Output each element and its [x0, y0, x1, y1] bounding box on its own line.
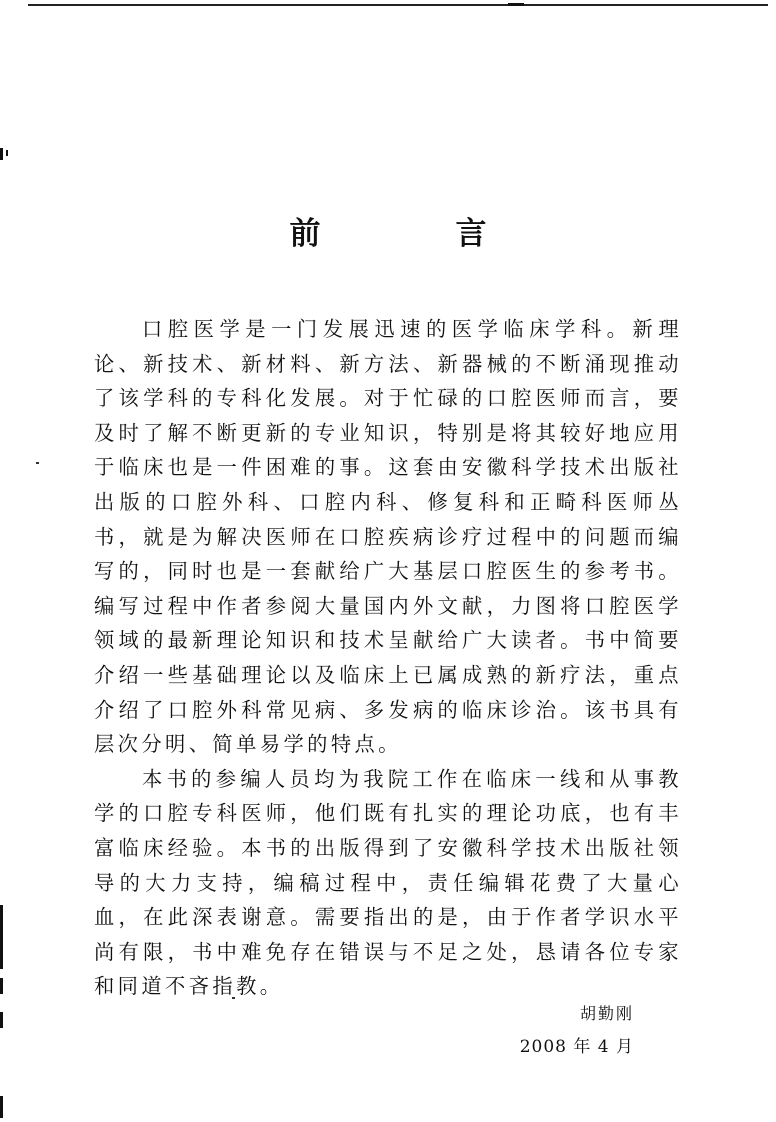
margin-mark — [0, 1096, 3, 1118]
margin-mark — [0, 1012, 3, 1028]
margin-mark — [6, 150, 8, 156]
page-title: 前 言 — [289, 216, 539, 252]
signature-date: 2008 年 4 月 — [519, 1037, 634, 1057]
top-border-rule — [28, 4, 768, 6]
author-signature: 胡勤刚 — [579, 1004, 634, 1023]
print-speck — [36, 462, 39, 464]
margin-mark — [0, 905, 3, 969]
margin-mark — [0, 978, 3, 994]
paragraph: 口腔医学是一门发展迅速的医学临床学科。新理论、新技术、新材料、新方法、新器械的不断涌现推动了该学科的专科化发展。对于忙碌的口腔医师而言，要及时了解不断更新的专业知识，特别是将其较好地应用于临床也是一件困难的事。这套由安徽科学技术出版社出版的口腔外科、口腔内科、修复科和正畸科医师丛书，就是为解决医师在口腔疾病诊疗过程中的问题而编写的，同时也是一套献给广大基层口腔医生的参考书。编写过程中作者参阅大量国内外文献，力图将口腔医学领域的最新理论知识和技术呈献给广大读者。书中简要介绍一些基础理论以及临床上已属成熟的新疗法，重点介绍了口腔外科常见病、多发病的临床诊治。该书具有层次分明、简单易学的特点。 — [94, 317, 682, 757]
preface-body — [94, 312, 682, 1004]
paragraph: 本书的参编人员均为我院工作在临床一线和从事教学的口腔专科医师，他们既有扎实的理论功底，也有丰富临床经验。本书的出版得到了安徽科学技术出版社领导的大力支持，编稿过程中，责任编辑花费了大量心血，在此深表谢意。需要指出的是，由于作者学识水平尚有限，书中难免存在错误与不足之处，恳请各位专家和同道不吝指教。 — [94, 766, 682, 999]
top-border-mark — [508, 3, 524, 6]
margin-mark — [0, 148, 3, 160]
